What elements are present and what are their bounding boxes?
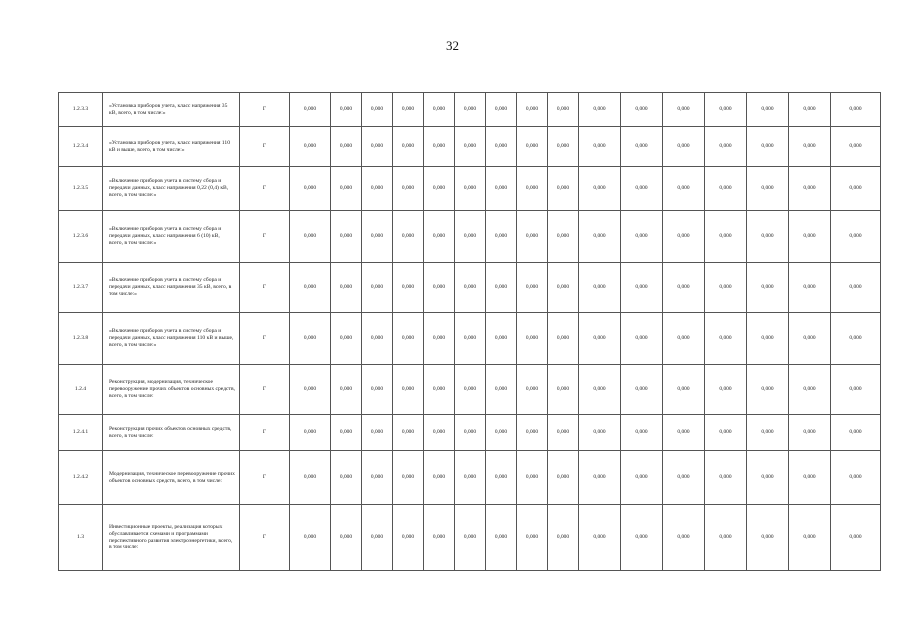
value-cell: 0,000: [455, 365, 486, 415]
value-cell: 0,000: [789, 167, 831, 211]
row-code-cell: 1.2.3.6: [59, 211, 103, 263]
row-code-cell: 1.2.4.1: [59, 415, 103, 451]
value-cell: 0,000: [789, 263, 831, 313]
row-code-cell: 1.2.4: [59, 365, 103, 415]
value-cell: 0,000: [621, 365, 663, 415]
value-cell: 0,000: [705, 415, 747, 451]
table-row: [59, 127, 881, 167]
value-cell: 0,000: [747, 365, 789, 415]
row-code-cell: 1.2.3.4: [59, 127, 103, 167]
row-code-cell: 1.2.3.3: [59, 93, 103, 127]
value-cell: 0,000: [362, 313, 393, 365]
value-cell: 0,000: [621, 127, 663, 167]
value-cell: 0,000: [831, 505, 881, 571]
value-cell: 0,000: [621, 167, 663, 211]
row-description-cell: «Включение приборов учета в систему сбора и передачи данных, класс напряжения 110 кВ и выше, всего, в том числе:»: [103, 313, 240, 365]
value-cell: 0,000: [486, 505, 517, 571]
value-cell: 0,000: [455, 263, 486, 313]
table-row: [59, 313, 881, 365]
value-cell: 0,000: [424, 451, 455, 505]
value-cell: 0,000: [486, 211, 517, 263]
row-unit-cell: Г: [240, 211, 290, 263]
value-cell: 0,000: [621, 263, 663, 313]
value-cell: 0,000: [705, 365, 747, 415]
row-description-cell: «Установка приборов учета, класс напряжения 110 кВ и выше, всего, в том числе:»: [103, 127, 240, 167]
value-cell: 0,000: [747, 127, 789, 167]
value-cell: 0,000: [831, 313, 881, 365]
row-code-cell: 1.2.4.2: [59, 451, 103, 505]
value-cell: 0,000: [393, 313, 424, 365]
value-cell: 0,000: [705, 451, 747, 505]
value-cell: 0,000: [331, 313, 362, 365]
value-cell: 0,000: [831, 263, 881, 313]
value-cell: 0,000: [789, 211, 831, 263]
value-cell: 0,000: [362, 93, 393, 127]
value-cell: 0,000: [393, 211, 424, 263]
value-cell: 0,000: [579, 93, 621, 127]
value-cell: 0,000: [663, 313, 705, 365]
value-cell: 0,000: [455, 451, 486, 505]
value-cell: 0,000: [579, 127, 621, 167]
row-description-cell: «Установка приборов учета, класс напряжения 35 кВ, всего, в том числе:»: [103, 93, 240, 127]
value-cell: 0,000: [290, 365, 331, 415]
row-description-cell: Инвестиционные проекты, реализация которых обуславливается схемами и программами перспективного развития электроэнергетики, всего, в том числе:: [103, 505, 240, 571]
row-description-cell: «Включение приборов учета в систему сбора и передачи данных, класс напряжения 0,22 (0,4) кВ, всего, в том числе:»: [103, 167, 240, 211]
row-description-cell: Реконструкция, модернизация, техническое перевооружение прочих объектов основных средств, всего, в том числе:: [103, 365, 240, 415]
value-cell: 0,000: [393, 263, 424, 313]
value-cell: 0,000: [747, 263, 789, 313]
value-cell: 0,000: [548, 313, 579, 365]
value-cell: 0,000: [393, 451, 424, 505]
value-cell: 0,000: [663, 365, 705, 415]
value-cell: 0,000: [290, 211, 331, 263]
value-cell: 0,000: [517, 365, 548, 415]
table-row: [59, 451, 881, 505]
table-row: [59, 211, 881, 263]
value-cell: 0,000: [290, 313, 331, 365]
value-cell: 0,000: [663, 505, 705, 571]
value-cell: 0,000: [424, 505, 455, 571]
value-cell: 0,000: [424, 365, 455, 415]
value-cell: 0,000: [705, 127, 747, 167]
value-cell: 0,000: [789, 365, 831, 415]
value-cell: 0,000: [705, 263, 747, 313]
value-cell: 0,000: [393, 365, 424, 415]
table-row: [59, 505, 881, 571]
value-cell: 0,000: [455, 415, 486, 451]
value-cell: 0,000: [362, 127, 393, 167]
row-unit-cell: Г: [240, 313, 290, 365]
row-unit-cell: Г: [240, 263, 290, 313]
value-cell: 0,000: [362, 451, 393, 505]
value-cell: 0,000: [621, 313, 663, 365]
value-cell: 0,000: [393, 415, 424, 451]
table-row: [59, 263, 881, 313]
table-row: [59, 365, 881, 415]
value-cell: 0,000: [789, 313, 831, 365]
value-cell: 0,000: [290, 127, 331, 167]
value-cell: 0,000: [663, 263, 705, 313]
row-code-cell: 1.2.3.8: [59, 313, 103, 365]
row-unit-cell: Г: [240, 93, 290, 127]
value-cell: 0,000: [579, 313, 621, 365]
table-body: [59, 93, 881, 571]
value-cell: 0,000: [548, 365, 579, 415]
value-cell: 0,000: [486, 451, 517, 505]
value-cell: 0,000: [621, 211, 663, 263]
value-cell: 0,000: [331, 127, 362, 167]
table-row: [59, 93, 881, 127]
value-cell: 0,000: [455, 313, 486, 365]
value-cell: 0,000: [362, 415, 393, 451]
value-cell: 0,000: [831, 211, 881, 263]
row-unit-cell: Г: [240, 451, 290, 505]
value-cell: 0,000: [789, 127, 831, 167]
value-cell: 0,000: [579, 505, 621, 571]
value-cell: 0,000: [517, 505, 548, 571]
row-description-cell: Реконструкция прочих объектов основных средств, всего, в том числе:: [103, 415, 240, 451]
value-cell: 0,000: [747, 415, 789, 451]
value-cell: 0,000: [831, 93, 881, 127]
value-cell: 0,000: [548, 505, 579, 571]
value-cell: 0,000: [331, 211, 362, 263]
value-cell: 0,000: [393, 167, 424, 211]
value-cell: 0,000: [331, 505, 362, 571]
value-cell: 0,000: [290, 451, 331, 505]
value-cell: 0,000: [486, 313, 517, 365]
value-cell: 0,000: [747, 451, 789, 505]
value-cell: 0,000: [621, 93, 663, 127]
value-cell: 0,000: [579, 263, 621, 313]
value-cell: 0,000: [747, 211, 789, 263]
value-cell: 0,000: [393, 127, 424, 167]
value-cell: 0,000: [424, 211, 455, 263]
value-cell: 0,000: [548, 93, 579, 127]
row-description-cell: «Включение приборов учета в систему сбора и передачи данных, класс напряжения 6 (10) кВ, всего, в том числе:»: [103, 211, 240, 263]
row-unit-cell: Г: [240, 365, 290, 415]
value-cell: 0,000: [705, 211, 747, 263]
page-number: 32: [446, 38, 459, 53]
value-cell: 0,000: [548, 415, 579, 451]
value-cell: 0,000: [362, 263, 393, 313]
value-cell: 0,000: [548, 451, 579, 505]
value-cell: 0,000: [424, 127, 455, 167]
value-cell: 0,000: [486, 167, 517, 211]
value-cell: 0,000: [747, 93, 789, 127]
value-cell: 0,000: [331, 365, 362, 415]
value-cell: 0,000: [424, 167, 455, 211]
value-cell: 0,000: [663, 127, 705, 167]
value-cell: 0,000: [747, 505, 789, 571]
value-cell: 0,000: [579, 451, 621, 505]
value-cell: 0,000: [517, 93, 548, 127]
value-cell: 0,000: [621, 505, 663, 571]
row-unit-cell: Г: [240, 127, 290, 167]
row-description-cell: Модернизация, техническое перевооружение прочих объектов основных средств, всего, в том числе:: [103, 451, 240, 505]
value-cell: 0,000: [331, 451, 362, 505]
row-unit-cell: Г: [240, 505, 290, 571]
value-cell: 0,000: [290, 167, 331, 211]
value-cell: 0,000: [331, 415, 362, 451]
value-cell: 0,000: [393, 93, 424, 127]
value-cell: 0,000: [789, 415, 831, 451]
table-row: [59, 415, 881, 451]
value-cell: 0,000: [517, 167, 548, 211]
value-cell: 0,000: [747, 313, 789, 365]
value-cell: 0,000: [455, 93, 486, 127]
value-cell: 0,000: [517, 313, 548, 365]
value-cell: 0,000: [548, 211, 579, 263]
value-cell: 0,000: [831, 415, 881, 451]
value-cell: 0,000: [705, 167, 747, 211]
value-cell: 0,000: [331, 263, 362, 313]
value-cell: 0,000: [663, 167, 705, 211]
value-cell: 0,000: [455, 167, 486, 211]
value-cell: 0,000: [362, 167, 393, 211]
row-code-cell: 1.2.3.7: [59, 263, 103, 313]
value-cell: 0,000: [486, 93, 517, 127]
value-cell: 0,000: [705, 313, 747, 365]
value-cell: 0,000: [663, 93, 705, 127]
value-cell: 0,000: [579, 365, 621, 415]
value-cell: 0,000: [486, 365, 517, 415]
value-cell: 0,000: [831, 127, 881, 167]
value-cell: 0,000: [579, 167, 621, 211]
value-cell: 0,000: [455, 211, 486, 263]
value-cell: 0,000: [517, 211, 548, 263]
value-cell: 0,000: [331, 167, 362, 211]
value-cell: 0,000: [424, 415, 455, 451]
row-code-cell: 1.3: [59, 505, 103, 571]
value-cell: 0,000: [579, 211, 621, 263]
value-cell: 0,000: [393, 505, 424, 571]
value-cell: 0,000: [621, 415, 663, 451]
value-cell: 0,000: [362, 365, 393, 415]
value-cell: 0,000: [789, 451, 831, 505]
value-cell: 0,000: [831, 167, 881, 211]
value-cell: 0,000: [789, 505, 831, 571]
investment-table: [58, 92, 881, 571]
value-cell: 0,000: [424, 263, 455, 313]
value-cell: 0,000: [548, 167, 579, 211]
row-unit-cell: Г: [240, 167, 290, 211]
value-cell: 0,000: [663, 415, 705, 451]
value-cell: 0,000: [517, 263, 548, 313]
value-cell: 0,000: [362, 211, 393, 263]
value-cell: 0,000: [424, 93, 455, 127]
value-cell: 0,000: [331, 93, 362, 127]
value-cell: 0,000: [579, 415, 621, 451]
value-cell: 0,000: [747, 167, 789, 211]
value-cell: 0,000: [290, 505, 331, 571]
value-cell: 0,000: [663, 451, 705, 505]
value-cell: 0,000: [517, 451, 548, 505]
value-cell: 0,000: [789, 93, 831, 127]
value-cell: 0,000: [424, 313, 455, 365]
row-code-cell: 1.2.3.5: [59, 167, 103, 211]
value-cell: 0,000: [455, 505, 486, 571]
value-cell: 0,000: [290, 415, 331, 451]
value-cell: 0,000: [621, 451, 663, 505]
row-unit-cell: Г: [240, 415, 290, 451]
value-cell: 0,000: [486, 415, 517, 451]
value-cell: 0,000: [705, 505, 747, 571]
value-cell: 0,000: [548, 263, 579, 313]
value-cell: 0,000: [290, 263, 331, 313]
value-cell: 0,000: [455, 127, 486, 167]
value-cell: 0,000: [486, 263, 517, 313]
value-cell: 0,000: [548, 127, 579, 167]
value-cell: 0,000: [362, 505, 393, 571]
value-cell: 0,000: [663, 211, 705, 263]
value-cell: 0,000: [831, 451, 881, 505]
value-cell: 0,000: [831, 365, 881, 415]
row-description-cell: «Включение приборов учета в систему сбора и передачи данных, класс напряжения 35 кВ, всего, в том числе:»: [103, 263, 240, 313]
table-row: [59, 167, 881, 211]
value-cell: 0,000: [705, 93, 747, 127]
value-cell: 0,000: [517, 127, 548, 167]
value-cell: 0,000: [486, 127, 517, 167]
value-cell: 0,000: [290, 93, 331, 127]
value-cell: 0,000: [517, 415, 548, 451]
